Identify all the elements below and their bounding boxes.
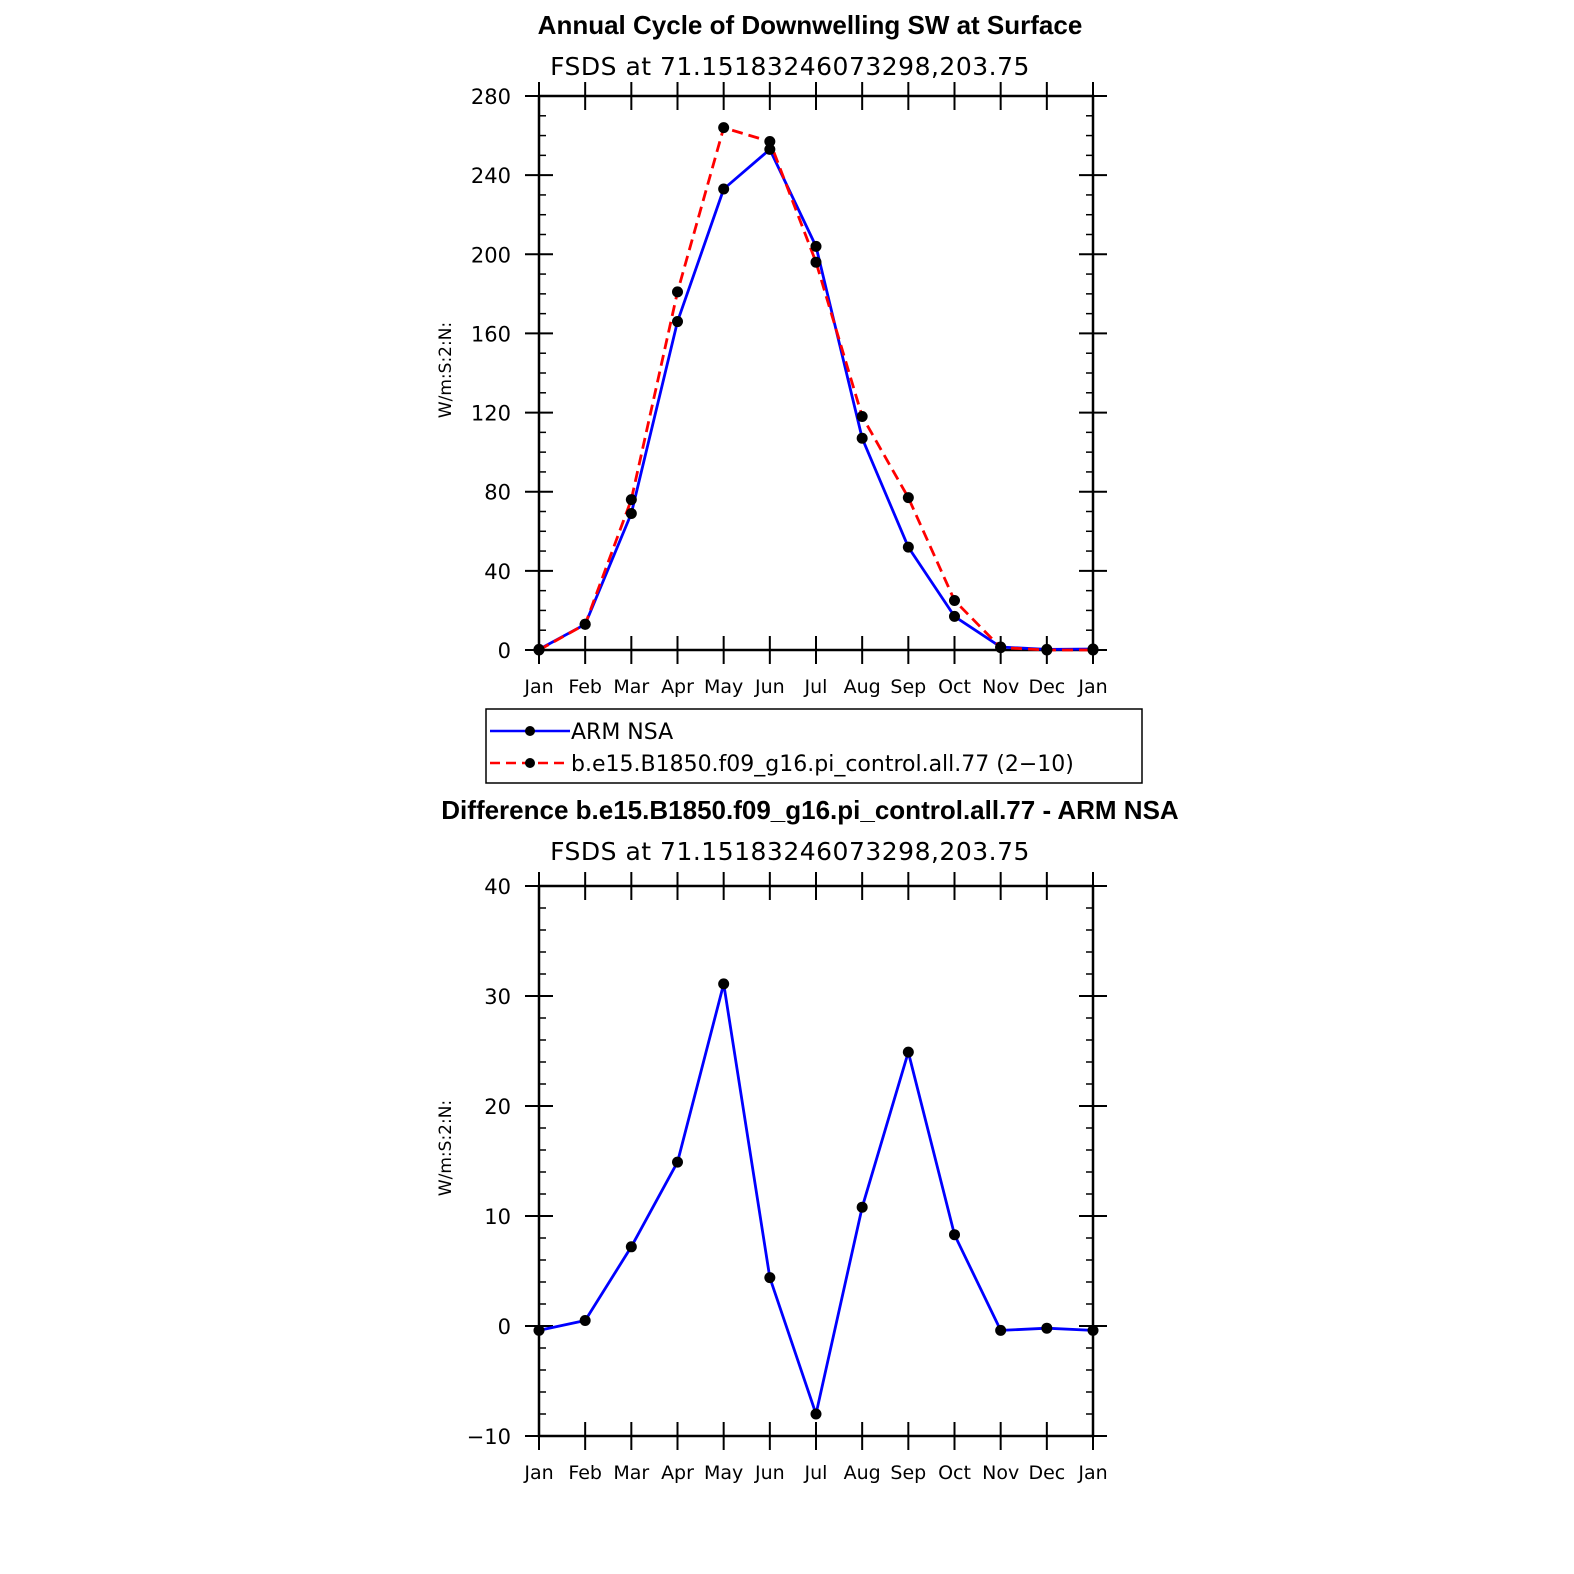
series-layer — [534, 978, 1099, 1419]
y-tick-label: 30 — [484, 985, 511, 1009]
series-line-0 — [539, 149, 1093, 649]
plot-frame — [539, 886, 1093, 1436]
x-tick-label: Nov — [982, 1462, 1020, 1484]
y-tick-label: 0 — [497, 639, 511, 663]
data-point-0 — [1041, 1323, 1052, 1334]
data-point-1 — [857, 411, 868, 422]
y-tick-label: 10 — [484, 1205, 511, 1229]
data-point-0 — [1088, 1325, 1099, 1336]
series-line-0 — [539, 984, 1093, 1414]
x-tick-label: Feb — [568, 676, 602, 698]
x-tick-label: Apr — [661, 676, 694, 698]
y-tick-label: 20 — [484, 1095, 511, 1119]
data-point-0 — [857, 433, 868, 444]
y-tick-label: 120 — [470, 401, 511, 426]
x-tick-label: Apr — [661, 1462, 694, 1484]
data-point-0 — [672, 1157, 683, 1168]
x-tick-label: Feb — [568, 1462, 602, 1484]
x-tick-label: Jan — [1078, 676, 1108, 698]
x-tick-label: Jul — [804, 1462, 828, 1484]
data-point-0 — [626, 1241, 637, 1252]
data-point-1 — [764, 136, 775, 147]
y-tick-label: 80 — [484, 480, 511, 505]
y-tick-label: −10 — [466, 1425, 511, 1449]
data-point-1 — [1088, 645, 1099, 656]
plot-area — [467, 872, 1108, 1484]
data-point-0 — [949, 1229, 960, 1240]
data-point-0 — [672, 316, 683, 327]
data-point-0 — [995, 1325, 1006, 1336]
legend-label-arm-nsa: ARM NSA — [571, 720, 674, 745]
y-tick-label: 280 — [470, 85, 511, 109]
plot-area — [471, 82, 1108, 698]
data-point-1 — [672, 286, 683, 297]
chart-subtitle: FSDS at 71.15183246073298,203.75 — [550, 52, 1030, 81]
x-tick-label: Jan — [524, 1462, 554, 1484]
data-point-0 — [580, 1315, 591, 1326]
data-point-1 — [1041, 645, 1052, 656]
x-tick-label: Aug — [843, 676, 881, 698]
x-tick-label: Dec — [1028, 1462, 1066, 1484]
data-point-0 — [903, 1047, 914, 1058]
x-tick-label: May — [704, 1462, 744, 1484]
x-tick-label: May — [704, 676, 744, 698]
data-point-0 — [903, 542, 914, 553]
x-tick-label: Mar — [613, 676, 650, 698]
x-tick-label: Nov — [982, 676, 1020, 698]
data-point-1 — [949, 595, 960, 606]
y-axis-label: W/m:S:2:N: — [436, 1099, 456, 1197]
data-point-1 — [580, 619, 591, 630]
series-line-1 — [539, 128, 1093, 650]
x-tick-label: Jul — [804, 676, 828, 698]
y-tick-label: 40 — [484, 875, 511, 899]
plot-frame — [539, 96, 1093, 650]
y-axis-label: W/m:S:2:N: — [436, 321, 456, 419]
difference-chart — [436, 795, 1179, 1484]
y-tick-label: 40 — [484, 559, 511, 584]
y-tick-label: 200 — [470, 243, 511, 268]
x-tick-label: Jun — [754, 676, 785, 698]
chart-title: Annual Cycle of Downwelling SW at Surface — [537, 10, 1083, 40]
data-point-0 — [626, 508, 637, 519]
y-tick-label: 0 — [497, 1315, 511, 1339]
legend-label-model: b.e15.B1850.f09_g16.pi_control.all.77 (2−10) — [571, 752, 1074, 777]
data-point-0 — [857, 1202, 868, 1213]
data-point-0 — [718, 183, 729, 194]
x-tick-label: Aug — [843, 1462, 881, 1484]
x-tick-label: Sep — [890, 1462, 927, 1484]
data-point-1 — [811, 257, 822, 268]
x-tick-label: Oct — [938, 1462, 971, 1484]
x-tick-label: Jun — [754, 1462, 785, 1484]
data-point-0 — [811, 1409, 822, 1420]
x-tick-label: Oct — [938, 676, 971, 698]
x-tick-label: Mar — [613, 1462, 650, 1484]
data-point-0 — [811, 241, 822, 252]
data-point-1 — [626, 494, 637, 505]
data-point-0 — [949, 611, 960, 622]
data-point-0 — [718, 978, 729, 989]
data-point-1 — [903, 492, 914, 503]
data-point-1 — [534, 645, 545, 656]
x-tick-label: Dec — [1028, 676, 1066, 698]
legend-marker-model — [525, 758, 535, 768]
annual-cycle-chart — [436, 10, 1108, 698]
y-tick-label: 160 — [470, 322, 511, 347]
series-layer — [534, 122, 1099, 655]
x-tick-label: Sep — [890, 676, 927, 698]
data-point-1 — [995, 642, 1006, 653]
legend — [486, 709, 1142, 783]
x-tick-label: Jan — [1078, 1462, 1108, 1484]
y-tick-label: 240 — [470, 164, 511, 189]
data-point-0 — [764, 1272, 775, 1283]
data-point-0 — [534, 1325, 545, 1336]
legend-marker-arm-nsa — [525, 726, 535, 736]
chart-subtitle: FSDS at 71.15183246073298,203.75 — [550, 837, 1030, 866]
chart-title: Difference b.e15.B1850.f09_g16.pi_control.all.77 - ARM NSA — [441, 795, 1179, 825]
x-tick-label: Jan — [524, 676, 554, 698]
data-point-1 — [718, 122, 729, 133]
